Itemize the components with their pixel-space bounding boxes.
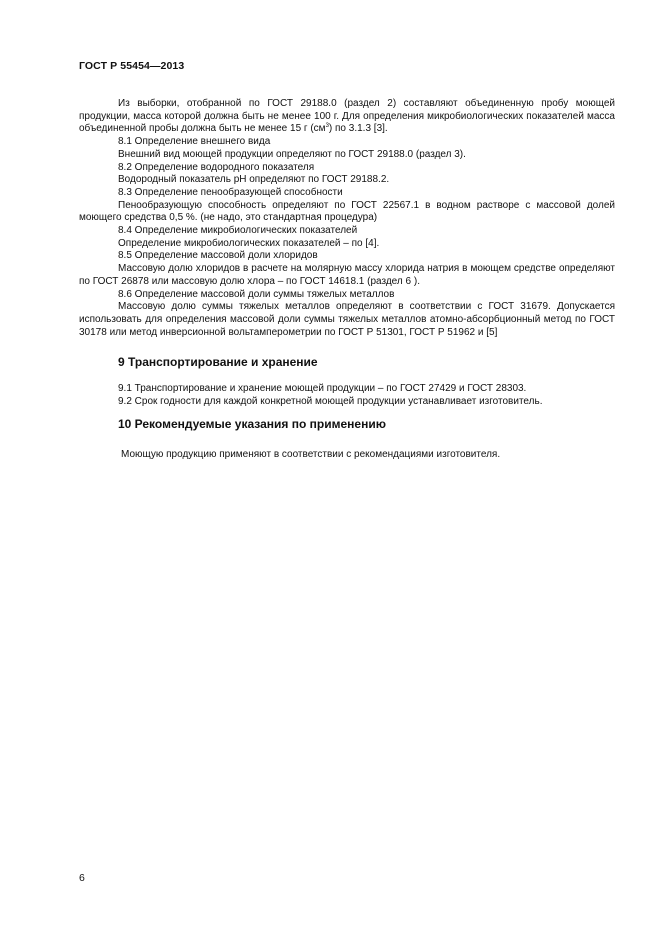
subsection-8-1-title: 8.1 Определение внешнего вида [118,136,271,148]
subsection-8-4-text: Определение микробиологических показателей – по [4]. [118,237,380,249]
sampling-text-b: ) по 3.1.3 [3]. [328,123,388,135]
sampling-paragraph [79,98,615,136]
subsection-9-2: 9.2 Срок годности для каждой конкретной моющей продукции устанавливает изготовитель. [118,396,543,408]
subsection-8-3-title: 8.3 Определение пенообразующей способности [118,186,343,198]
subsection-8-4-title: 8.4 Определение микробиологических показателей [118,225,358,237]
section-10-text: Моющую продукцию применяют в соответствии с рекомендациями изготовителя. [121,448,501,460]
subsection-8-5-text: Массовую долю хлоридов в расчете на молярную массу хлорида натрия в моющем средстве определяют по ГОСТ 26878 или массовую долю хлора – по ГОСТ 14618.1 (раздел 6 ). [79,263,615,287]
sampling-text-a: Из выборки, отобранной по ГОСТ 29188.0 (раздел 2) составляют объединенную пробу моющей продукции, масса которой должна быть не менее 100 г. Для определения микробиологических показателей масса объединенной пробы должна быть не менее 15 г (см [79,98,615,135]
section-10-heading: 10 Рекомендуемые указания по применению [118,416,386,431]
subsection-8-1-text: Внешний вид моющей продукции определяют по ГОСТ 29188.0 (раздел 3). [118,148,466,160]
subsection-8-2-title: 8.2 Определение водородного показателя [118,161,315,173]
document-header: ГОСТ Р 55454—2013 [79,60,185,72]
page-number: 6 [79,872,85,884]
subsection-9-1: 9.1 Транспортирование и хранение моющей продукции – по ГОСТ 27429 и ГОСТ 28303. [118,383,527,395]
superscript-3: 3 [325,123,329,130]
subsection-8-6-title: 8.6 Определение массовой доли суммы тяжелых металлов [118,288,395,300]
document-body [79,98,615,461]
subsection-8-2-text: Водородный показатель pH определяют по ГОСТ 29188.2. [118,174,390,186]
section-9-heading: 9 Транспортирование и хранение [118,355,318,370]
subsection-8-6-text: Массовую долю суммы тяжелых металлов определяют в соответствии с ГОСТ 31679. Допускается использовать для определения массовой доли суммы тяжелых металлов атомно-абсорбционный метод по ГОСТ 30178 или метод инверсионной вольтамперометрии по ГОСТ Р 51301, ГОСТ Р 51962 и [5] [79,301,615,338]
subsection-8-3-text: Пенообразующую способность определяют по ГОСТ 22567.1 в водном растворе с массовой долей моющего средства 0,5 %. (не надо, это стандартная процедура) [79,199,615,224]
subsection-8-5-title: 8.5 Определение массовой доли хлоридов [118,250,318,262]
